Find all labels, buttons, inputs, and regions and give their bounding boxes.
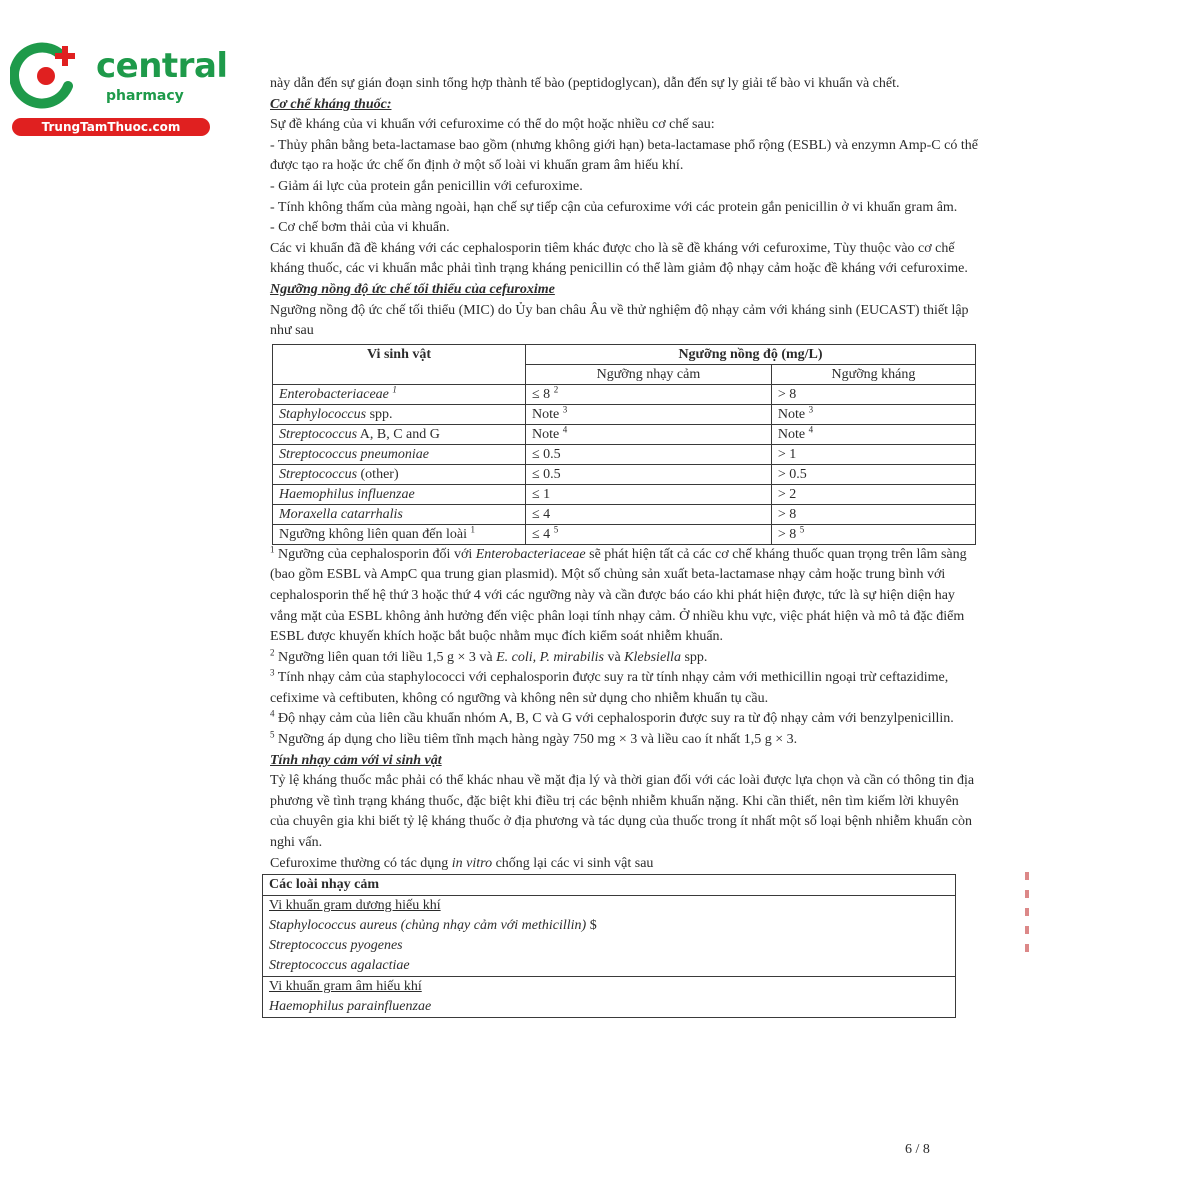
- mic-susceptible-value: [526, 424, 772, 444]
- mic-row: [273, 524, 976, 544]
- footnote-text: E. coli, P. mirabilis: [496, 649, 604, 665]
- mic-row: [273, 404, 976, 424]
- footnote-ref: 1: [392, 384, 397, 395]
- mic-susceptible-value: [526, 404, 772, 424]
- breakpoint-value: ≤ 4: [532, 526, 551, 542]
- mic-row: [273, 384, 976, 404]
- mic-resistant-value: [771, 464, 975, 484]
- mic-organism: [273, 424, 526, 444]
- resistance-paragraph: Các vi khuẩn đã đề kháng với các cephalosporin tiêm khác được cho là sẽ đề kháng với cefuroxime, Tùy thuộc vào cơ chế kháng thuốc, các vi khuẩn mắc phải tình trạng kháng penicillin có thể làm giảm độ nhạy cảm hoặc đề kháng với cefuroxime.: [270, 240, 968, 277]
- organism-qualifier: (other): [357, 466, 399, 482]
- organism-name: Haemophilus influenzae: [279, 486, 415, 502]
- lead-text: chống lại các vi sinh vật sau: [492, 855, 654, 871]
- footnote-ref: 5: [553, 524, 559, 535]
- mic-organism: [273, 404, 526, 424]
- mic-table-body: [273, 384, 976, 544]
- mic-susceptible-value: [526, 444, 772, 464]
- footnote-text: Ngưỡng áp dụng cho liều tiêm tĩnh mạch hàng ngày 750 mg × 3 và liều cao ít nhất 1,5 g × 3.: [278, 732, 798, 748]
- footnote-4: $^4$ Độ nhạy cảm của liên cầu khuẩn nhóm A, B, C và G với cephalosporin được suy ra từ độ nhạy cảm với benzylpenicillin.: [270, 708, 954, 727]
- susceptible-species-table: [262, 874, 956, 1018]
- breakpoint-value: Note: [777, 426, 806, 442]
- pharmacy-logo-icon: [10, 40, 82, 112]
- page-number: 6 / 8: [905, 1142, 930, 1157]
- footnote-text: Tính nhạy cảm của staphylococci với cephalosporin được suy ra từ tính nhạy cảm với methicillin ngoại trừ ceftazidime, cefixime và ceftibuten, không có ngưỡng và không nên sử dụng cho nhiễm khuẩn tụ cầu.: [270, 670, 949, 706]
- mic-row: [273, 444, 976, 464]
- breakpoint-value: ≤ 1: [532, 486, 551, 502]
- breakpoint-value: ≤ 0.5: [532, 446, 561, 462]
- mic-resistant-value: [771, 424, 975, 444]
- susceptibility-paragraph: Tỷ lệ kháng thuốc mắc phải có thể khác nhau về mặt địa lý và thời gian đối với các loài được lựa chọn và cần có thông tin địa phương về tình trạng kháng thuốc, đặc biệt khi điều trị các bệnh nhiễm khuẩn nặng. Khi cần thiết, nên tìm kiếm lời khuyên của chuyên gia khi biết tỷ lệ kháng thuốc ở địa phương và tác dụng của thuốc trong ít nhất một số loại bệnh nhiễm khuẩn còn nghi vấn.: [270, 773, 975, 851]
- breakpoint-value: ≤ 8: [532, 386, 551, 402]
- table-heading: Các loài nhạy cảm: [263, 875, 956, 896]
- breakpoint-value: ≤ 4: [532, 506, 551, 522]
- footnote-text: spp.: [680, 649, 708, 665]
- susceptibility-lead: [270, 854, 980, 875]
- organism-name: Moraxella catarrhalis: [279, 506, 403, 522]
- footnote-ref: 5: [799, 524, 805, 535]
- organism-name: Enterobacteriaceae: [279, 386, 389, 402]
- col-susceptible: Ngưỡng nhạy cảm: [526, 364, 772, 384]
- lead-text: Cefuroxime thường có tác dụng: [270, 855, 452, 871]
- footnote-ref: 1: [470, 524, 476, 535]
- resistance-item: - Giảm ái lực của protein gắn penicillin với cefuroxime.: [270, 178, 583, 194]
- resistance-heading: Cơ chế kháng thuốc:: [270, 96, 392, 112]
- breakpoint-value: > 8: [777, 386, 797, 402]
- footnote-ref: 2: [553, 384, 559, 395]
- footnote-ref: 3: [562, 404, 568, 415]
- lead-text: in vitro: [451, 855, 493, 871]
- species-row: Haemophilus parainfluenzae: [263, 997, 956, 1018]
- intro-text: này dẫn đến sự gián đoạn sinh tổng hợp thành tế bào (peptidoglycan), dẫn đến sự ly giải tế bào vi khuẩn và chết.: [270, 76, 900, 91]
- resistance-lead: Sự đề kháng của vi khuẩn với cefuroxime có thể do một hoặc nhiều cơ chế sau:: [270, 117, 715, 133]
- mic-row: [273, 484, 976, 504]
- mic-organism: [273, 484, 526, 504]
- mic-organism: [273, 524, 526, 544]
- breakpoint-value: ≤ 0.5: [532, 466, 561, 482]
- mic-header-row: [273, 344, 976, 364]
- footnote-ref: 4: [562, 424, 568, 435]
- breakpoint-value: Note: [532, 406, 560, 422]
- mic-susceptible-value: [526, 384, 772, 404]
- footnote-2: $^2$ Ngưỡng liên quan tới liều 1,5 g × 3 và E. coli, P. mirabilis và Klebsiella spp.: [270, 647, 708, 665]
- breakpoint-value: > 0.5: [777, 466, 807, 482]
- breakpoint-value: Note: [532, 426, 560, 442]
- resistance-item: - Tính không thấm của màng ngoài, hạn chế sự tiếp cận của cefuroxime với các protein gắn penicillin ở vi khuẩn gram âm.: [270, 199, 958, 215]
- resistance-item: - Thủy phân bằng beta-lactamase bao gồm (nhưng không giới hạn) beta-lactamase phổ rộng (ESBL) và enzymn Amp-C có thể được tạo ra hoặc ức chế ổn định ở một số loài vi khuẩn gram âm hiếu khí.: [270, 137, 978, 174]
- logo-url-badge: TrungTamThuoc.com: [12, 118, 210, 136]
- col-resistant: Ngưỡng kháng: [771, 364, 975, 384]
- logo-brand: central: [96, 46, 228, 86]
- resistance-item: - Cơ chế bơm thải của vi khuẩn.: [270, 220, 450, 236]
- footnote-3: $^3$ Tính nhạy cảm của staphylococci với cephalosporin được suy ra từ tính nhạy cảm với methicillin ngoại trừ ceftazidime, cefixime và ceftibuten, không có ngưỡng và không nên sử dụng cho nhiễm khuẩn tụ cầu.: [270, 667, 949, 706]
- mic-susceptible-value: [526, 524, 772, 544]
- mic-row: [273, 464, 976, 484]
- footnote-text: sẽ phát hiện tất cả các cơ chế kháng thuốc quan trọng trên lâm sàng (bao gồm ESBL và AmpC qua trung gian plasmid). Một số chủng sản xuất beta-lactamase nhạy cảm hoặc trung bình với cephalosporin thế hệ thứ 3 hoặc thứ 4 với các ngưỡng này và cần được báo cáo khi phát hiện được, tức là sự hiện diện hay vắng mặt của ESBL không ảnh hưởng đến việc phân loại tính nhạy cảm. Ở nhiều khu vực, việc phát hiện và mô tả đặc điểm ESBL được khuyến khích hoặc bắt buộc nhằm mục đích kiểm soát nhiễm khuẩn.: [270, 546, 967, 645]
- breakpoint-value: > 1: [777, 446, 797, 462]
- organism-qualifier: spp.: [366, 406, 393, 422]
- footnote-text: Enterobacteriaceae: [475, 546, 586, 562]
- breakpoint-value: > 8: [777, 506, 797, 522]
- section-gram-positive: Vi khuẩn gram dương hiếu khí: [263, 896, 956, 917]
- footnote-text: và: [603, 649, 625, 665]
- species-mark: $: [586, 918, 597, 934]
- breakpoint-value: > 8: [777, 526, 797, 542]
- document-page: [270, 74, 980, 1018]
- breakpoint-value: > 2: [777, 486, 797, 502]
- central-pharmacy-logo: [10, 36, 228, 136]
- susceptibility-heading: Tính nhạy cảm với vi sinh vật: [270, 752, 442, 768]
- footnote-ref: 3: [808, 404, 814, 415]
- mic-resistant-value: [771, 524, 975, 544]
- mic-susceptible-value: [526, 504, 772, 524]
- col-concentration: Ngưỡng nồng độ (mg/L): [526, 344, 976, 364]
- mic-resistant-value: [771, 384, 975, 404]
- breakpoint-value: Note: [777, 406, 806, 422]
- mic-organism: [273, 464, 526, 484]
- organism-name: Streptococcus pneumoniae: [279, 446, 429, 462]
- col-organism: Vi sinh vật: [273, 344, 526, 384]
- species-name: Staphylococcus aureus (chủng nhạy cảm với methicillin): [269, 918, 587, 934]
- footnote-1: $^1$ Ngưỡng của cephalosporin đối với Enterobacteriaceae sẽ phát hiện tất cả các cơ chế kháng thuốc quan trọng trên lâm sàng (bao gồm ESBL và AmpC qua trung gian plasmid). Một số chủng sản xuất beta-lactamase nhạy cảm hoặc trung bình với cephalosporin thế hệ thứ 3 hoặc thứ 4 với các ngưỡng này và cần được báo cáo khi phát hiện được, tức là sự hiện diện hay vắng mặt của ESBL không ảnh hưởng đến việc phân loại tính nhạy cảm. Ở nhiều khu vực, việc phát hiện và mô tả đặc điểm ESBL được khuyến khích hoặc bắt buộc nhằm mục đích kiểm soát nhiễm khuẩn.: [270, 544, 967, 645]
- mic-row: [273, 424, 976, 444]
- organism-label: Ngưỡng không liên quan đến loài: [279, 526, 468, 542]
- margin-stamp-marks: [1022, 872, 1032, 962]
- mic-organism: [273, 444, 526, 464]
- footnote-text: Ngưỡng liên quan tới liều 1,5 g × 3 và: [278, 649, 497, 665]
- footnote-5: $^5$ Ngưỡng áp dụng cho liều tiêm tĩnh mạch hàng ngày 750 mg × 3 và liều cao ít nhất 1,5 g × 3.: [270, 729, 798, 748]
- mic-organism: [273, 504, 526, 524]
- mic-resistant-value: [771, 484, 975, 504]
- mic-row: [273, 504, 976, 524]
- logo-sub: pharmacy: [106, 88, 184, 104]
- mic-resistant-value: [771, 404, 975, 424]
- footnote-text: Độ nhạy cảm của liên cầu khuẩn nhóm A, B, C và G với cephalosporin được suy ra từ độ nhạy cảm với benzylpenicillin.: [278, 711, 954, 727]
- organism-name: Staphylococcus: [279, 406, 367, 422]
- section-gram-negative: Vi khuẩn gram âm hiếu khí: [263, 977, 956, 998]
- species-row: Streptococcus pyogenes: [263, 936, 956, 956]
- footnote-ref: 4: [808, 424, 814, 435]
- mic-resistant-value: [771, 504, 975, 524]
- mic-susceptible-value: [526, 464, 772, 484]
- species-row: [263, 916, 956, 936]
- mic-susceptible-value: [526, 484, 772, 504]
- mic-resistant-value: [771, 444, 975, 464]
- mic-table: [272, 344, 976, 545]
- footnote-text: Ngưỡng của cephalosporin đối với: [278, 546, 476, 562]
- organism-name: Streptococcus: [279, 426, 358, 442]
- mic-heading: Ngưỡng nồng độ ức chế tối thiểu của cefuroxime: [270, 281, 555, 297]
- mic-lead: Ngưỡng nồng độ ức chế tối thiểu (MIC) do Ủy ban châu Âu về thử nghiệm độ nhạy cảm với kháng sinh (EUCAST) thiết lập như sau: [270, 302, 969, 339]
- mic-organism: [273, 384, 526, 404]
- organism-name: Streptococcus: [279, 466, 358, 482]
- species-row: Streptococcus agalactiae: [263, 956, 956, 977]
- footnote-text: Klebsiella: [624, 649, 681, 665]
- organism-qualifier: A, B, C and G: [357, 426, 440, 442]
